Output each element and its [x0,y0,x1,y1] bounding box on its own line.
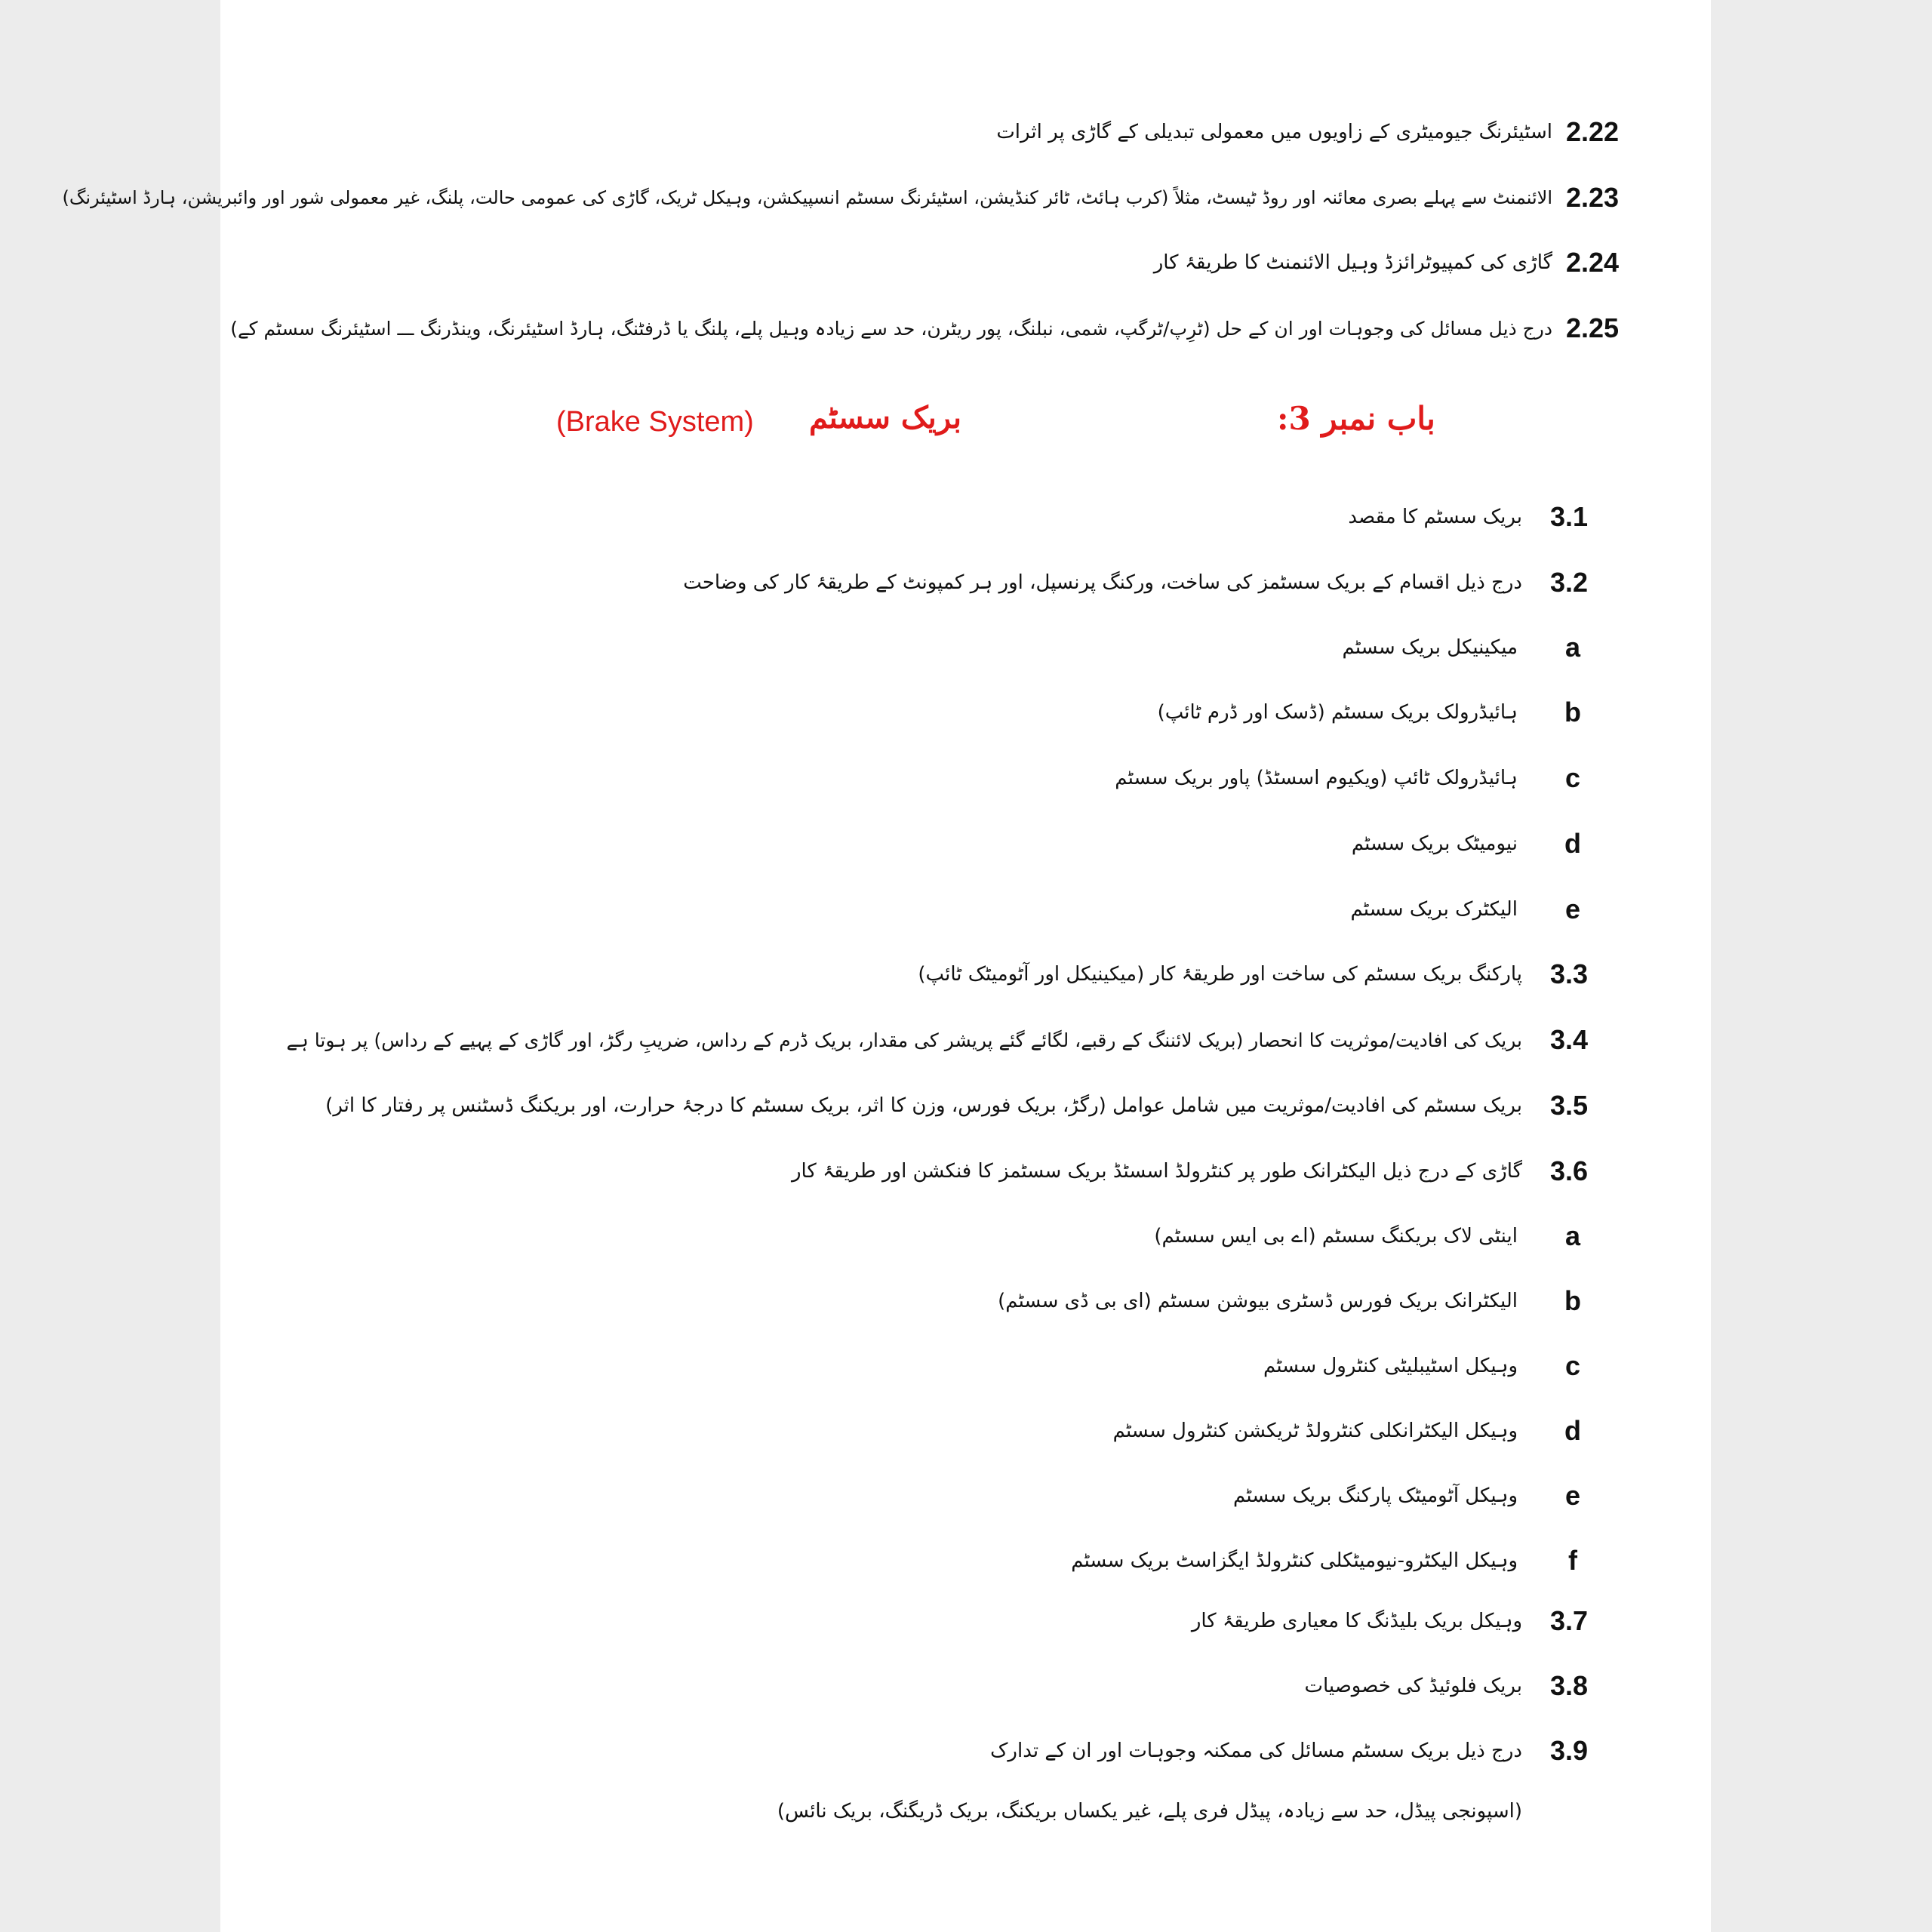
item-text: بریک سسٹم کی افادیت/موثریت میں شامل عوامل (رگڑ، بریک فورس، وزن کا اثر، بریک سسٹم کا درجۂ حرارت، اور بریکنگ ڈسٹنس پر رفتار کا اثر) [325,1094,1522,1117]
section-item-3-7 [1192,1598,1595,1644]
item-text: درج ذیل بریک سسٹم مسائل کی ممکنہ وجوہات اور ان کے تدارک [990,1740,1522,1762]
item-number: 2.24 [1566,247,1620,278]
item-number: 3.9 [1550,1735,1589,1766]
chapter-heading [220,400,1711,453]
item-number: 3.5 [1550,1090,1589,1121]
item-letter: b [1564,697,1581,728]
section-item-2-24 [1154,240,1641,285]
item-text: درج ذیل مسائل کی وجوہات اور ان کے حل (ٹرِپ/ٹرگپ، شمی، نبلنگ، پور ریٹرن، حد سے زیادہ وہیل پلے، پلنگ یا ڈرفٹنگ، ہارڈ اسٹیئرنگ، وینڈرنگ ـــ اسٹیئرنگ سسٹم کے) [230,317,1552,340]
item-text: (اسپونجی پیڈل، حد سے زیادہ، پیڈل فری پلے، غیر یکساں بریکنگ، بریک ڈریگنگ، بریک نائس) [777,1800,1522,1823]
section-item-3-5 [325,1083,1595,1128]
sub-item-3-2-c [1115,755,1592,801]
item-text: نیومیٹک بریک سسٹم [1351,832,1518,855]
item-text: وہیکل الیکٹرو-نیومیٹکلی کنٹرولڈ ایگزاسٹ بریک سسٹم [1071,1549,1518,1572]
item-letter: d [1564,1415,1581,1446]
sub-item-3-6-b [998,1278,1592,1324]
item-number: 3.1 [1550,501,1589,532]
section-item-2-22 [996,109,1641,155]
document-page [62,0,1711,1932]
sub-item-3-6-d [1113,1408,1592,1454]
item-text: اسٹیئرنگ جیومیٹری کے زاویوں میں معمولی تبدیلی کے گاڑی پر اثرات [996,121,1552,143]
item-text: اینٹی لاک بریکنگ سسٹم (اے بی ایس سسٹم) [1154,1225,1518,1247]
item-text: میکینیکل بریک سسٹم [1342,636,1518,659]
item-text: الیکٹرک بریک سسٹم [1350,898,1518,921]
sub-item-3-2-e [1350,887,1592,932]
item-number: 3.7 [1550,1605,1589,1636]
section-item-3-9-continuation [777,1789,1522,1834]
item-letter: e [1564,1480,1581,1511]
item-text: وہیکل بریک بلیڈنگ کا معیاری طریقۂ کار [1191,1610,1522,1632]
item-letter: d [1564,828,1581,859]
item-text: ہائیڈرولک بریک سسٹم (ڈسک اور ڈرم ٹائپ) [1157,701,1518,724]
sub-item-3-6-a [1154,1214,1592,1259]
section-item-3-4 [287,1017,1595,1063]
sub-item-3-6-f [1071,1538,1592,1583]
item-number: 3.2 [1550,567,1589,598]
item-text: ہائیڈرولک ٹائپ (ویکیوم اسسٹڈ) پاور بریک سسٹم [1115,767,1518,789]
item-number: 3.6 [1550,1155,1589,1186]
item-text: گاڑی کی کمپیوٹرائزڈ وہیل الائنمنٹ کا طریقۂ کار [1153,251,1552,274]
sub-item-3-6-e [1233,1473,1592,1518]
item-text: وہیکل اسٹیبلیٹی کنٹرول سسٹم [1263,1355,1518,1377]
item-number: 3.8 [1550,1670,1589,1701]
item-text: پارکنگ بریک سسٹم کی ساخت اور طریقۂ کار (میکینیکل اور آٹومیٹک ٹائپ) [918,963,1522,986]
section-item-3-6 [792,1149,1595,1194]
item-number: 2.25 [1566,312,1620,343]
section-item-3-8 [1304,1663,1595,1709]
item-text: الیکٹرانک بریک فورس ڈسٹری بیوشن سسٹم (ای بی ڈی سسٹم) [998,1290,1518,1312]
item-text: بریک سسٹم کا مقصد [1348,506,1522,528]
item-letter: a [1564,1220,1581,1251]
section-item-3-9 [990,1728,1595,1774]
item-letter: c [1564,1350,1581,1381]
section-item-2-23 [63,175,1641,220]
item-text: بریک کی افادیت/موثریت کا انحصار (بریک لائننگ کے رقبے، لگائے گئے پریشر کی مقدار، بریک ڈرم کے رداس، ضریبِ رگڑ، اور گاڑی کے پہیے کے رداس) پر ہوتا ہے [286,1029,1522,1051]
item-text: گاڑی کے درج ذیل الیکٹرانک طور پر کنٹرولڈ اسسٹڈ بریک سسٹمز کا فنکشن اور طریقۂ کار [791,1160,1522,1183]
item-text: وہیکل آٹومیٹک پارکنگ بریک سسٹم [1233,1484,1518,1507]
chapter-name-urdu: بریک سسٹم [809,400,961,435]
item-text: وہیکل الیکٹرانکلی کنٹرولڈ ٹریکشن کنٹرول سسٹم [1112,1420,1518,1442]
chapter-label: باب نمبر 3: [1277,400,1435,437]
sub-item-3-2-a [1343,625,1592,670]
section-item-3-2 [683,560,1595,605]
item-text: الائنمنٹ سے پہلے بصری معائنہ اور روڈ ٹیسٹ، مثلاً (کرب ہائٹ، ٹائر کنڈیشن، اسٹیئرنگ سسٹم انسپیکشن، وہیکل ٹریک، گاڑی کی عمومی حالت، پلنگ، غیر معمولی شور اور وائبریشن، ہارڈ اسٹیئرنگ) [62,187,1552,208]
item-number: 3.4 [1550,1024,1589,1055]
item-text: بریک فلوئیڈ کی خصوصیات [1304,1675,1522,1697]
item-letter: a [1564,632,1581,663]
item-letter: c [1564,762,1581,793]
sub-item-3-6-c [1263,1343,1592,1389]
item-number: 2.22 [1566,116,1620,147]
sub-item-3-2-d [1352,821,1592,866]
item-letter: b [1564,1285,1581,1316]
item-text: درج ذیل اقسام کے بریک سسٹمز کی ساخت، ورکنگ پرنسپل، اور ہر کمپونٹ کے طریقۂ کار کی وضاحت [683,571,1522,594]
sub-item-3-2-b [1158,690,1592,735]
section-item-2-25 [230,306,1641,351]
item-letter: f [1568,1545,1577,1576]
section-item-3-1 [1348,494,1595,540]
item-number: 3.3 [1550,958,1589,989]
section-item-3-3 [918,952,1595,997]
item-letter: e [1564,894,1581,924]
chapter-name-english: (Brake System) [556,406,754,438]
item-number: 2.23 [1566,182,1620,213]
